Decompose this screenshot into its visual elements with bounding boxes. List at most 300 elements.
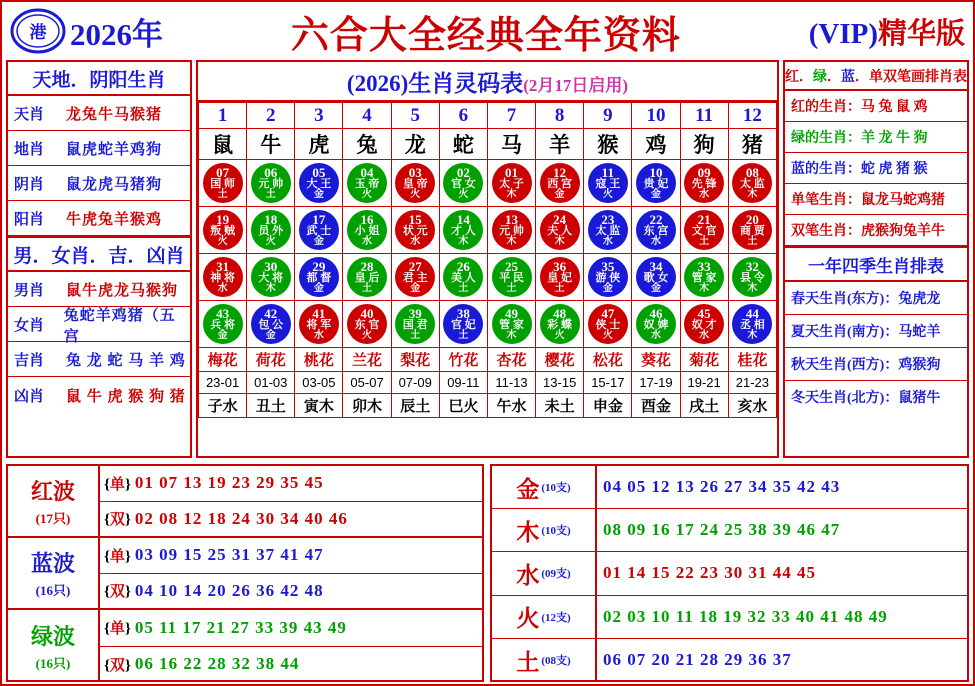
ball-element: 金 [554,189,565,200]
ball-cell [680,207,728,254]
number-ball [540,304,580,344]
ball-element: 金 [650,189,661,200]
left-row [8,131,190,166]
ball-cell [295,160,343,207]
number-ball [443,210,483,250]
zodiac-name: 羊 [536,129,584,160]
column-number: 8 [536,103,584,129]
ball-cell [584,254,632,301]
ball-cell [728,254,776,301]
row-label: 女肖 [14,318,45,334]
number-ball [299,163,339,203]
center-title-main: (2026)生肖灵码表 [346,71,524,96]
ball-title: 神 将 [210,272,235,284]
ball-title: 君 主 [402,272,428,284]
element-name: 子水 [199,394,247,418]
number-ball [732,257,772,297]
ball-element: 土 [506,283,517,294]
number-ball [732,304,772,344]
ball-cell [247,160,295,207]
ball-cell [343,254,391,301]
element-name: 丑土 [247,394,295,418]
column-number: 11 [680,103,728,129]
ball-element: 金 [313,283,324,294]
table-row-elements [199,394,777,418]
parity-tag: {单} [104,476,131,493]
ball-cell [247,301,295,348]
number-ball [636,163,676,203]
ball-number: 30 [264,259,278,274]
wave-count: (16只) [35,583,71,598]
ball-number: 16 [360,212,374,227]
ball-cell [343,301,391,348]
ball-number: 42 [264,306,278,321]
ball-title: 将 军 [306,319,332,331]
number-ball [443,257,483,297]
ball-element: 金 [410,283,421,294]
number-ball [540,257,580,297]
number-ball [732,163,772,203]
element-label [492,596,597,638]
flower-name: 菊花 [680,348,728,372]
ball-title: 彩 蝶 [547,319,573,331]
ball-element: 土 [458,283,469,294]
number-ball [492,257,532,297]
zodiac-name: 猪 [728,129,776,160]
element-label [492,509,597,551]
right-row [785,215,967,246]
ball-number: 36 [553,259,567,274]
ball-element: 水 [699,189,710,200]
ball-number: 45 [697,306,711,321]
ball-cell [584,160,632,207]
number-ball [540,210,580,250]
ball-element: 水 [650,236,661,247]
ball-cell [391,207,439,254]
number-list: 01 07 13 19 23 29 35 45 [134,473,324,493]
ball-number: 32 [745,259,759,274]
ball-cell [247,207,295,254]
zodiac-name: 猴 [584,129,632,160]
number-ball [540,163,580,203]
ball-number: 07 [216,165,230,180]
ball-title: 商 贾 [739,225,765,237]
ball-cell [199,207,247,254]
ball-number: 39 [408,306,422,321]
ball-number: 47 [601,306,615,321]
number-ball [251,257,291,297]
year-label: 2026年 [70,16,163,52]
wave-numbers [100,538,482,608]
element-count: (10支) [541,482,571,495]
element-name: 午水 [487,394,535,418]
ball-cell [584,301,632,348]
zodiac-name: 鸡 [632,129,680,160]
flower-name: 松花 [584,348,632,372]
row-label: 绿的生肖： [791,131,861,146]
hour-range: 17-19 [632,372,680,394]
number-ball [251,163,291,203]
element-name: 水 [516,562,540,588]
ball-cell [199,301,247,348]
row-label: 凶肖 [14,388,45,405]
element-name: 辰土 [391,394,439,418]
bottom-section [2,464,973,684]
main-columns [2,60,973,460]
ball-cell [680,301,728,348]
flower-name: 葵花 [632,348,680,372]
ball-element: 火 [602,189,613,200]
number-ball [588,210,628,250]
left-row [8,96,190,131]
ball-title: 兵 将 [210,319,235,331]
ball-number: 09 [697,165,711,180]
ball-title: 管 家 [499,319,524,331]
parity-tag: {单} [104,621,131,638]
ball-number: 25 [505,259,519,274]
ball-number: 27 [408,259,422,274]
ball-number: 29 [312,259,326,274]
left-row [8,272,190,307]
column-number: 6 [439,103,487,129]
element-name: 未土 [536,394,584,418]
ball-title: 美 人 [450,272,476,284]
number-ball [299,210,339,250]
number-ball [492,163,532,203]
ball-title: 县 令 [739,272,765,284]
ball-element: 木 [747,283,758,294]
row-value: 鼠虎蛇羊鸡狗 [66,142,163,158]
header [2,2,973,60]
ball-element: 火 [554,330,565,341]
number-ball [347,210,387,250]
element-row [492,466,967,509]
ball-number: 06 [264,165,278,180]
ball-number: 22 [649,212,663,227]
ball-number: 43 [216,306,230,321]
ball-title: 元 帅 [258,178,284,190]
column-number: 7 [487,103,535,129]
ball-number: 38 [456,306,470,321]
ball-title: 官 女 [450,178,476,190]
ball-title: 奴 婢 [643,319,669,331]
ball-number: 44 [745,306,759,321]
ball-cell [295,301,343,348]
number-list: 04 10 14 20 26 36 42 48 [134,580,324,600]
column-number: 9 [584,103,632,129]
zodiac-name: 龙 [391,129,439,160]
hk-logo-icon [8,8,68,54]
ball-title: 东 宫 [643,225,669,237]
ball-element: 金 [265,330,276,341]
row-value: 羊 龙 牛 狗 [861,131,928,146]
flower-name: 梅花 [199,348,247,372]
wave-block [8,466,482,538]
left-panel [6,60,192,458]
column-number: 10 [632,103,680,129]
ball-title: 员 外 [258,225,284,237]
number-ball [636,257,676,297]
element-count: (09支) [541,568,571,581]
wave-block [8,610,482,682]
flower-name: 荷花 [247,348,295,372]
element-label [492,552,597,594]
ball-element: 火 [602,330,613,341]
ball-element: 土 [410,330,421,341]
column-number: 1 [199,103,247,129]
ball-title: 皇 后 [354,272,380,284]
number-ball [443,304,483,344]
number-ball [492,304,532,344]
ball-cell [728,207,776,254]
number-ball [588,304,628,344]
ball-element: 土 [747,236,758,247]
ball-number: 02 [456,165,470,180]
ball-element: 木 [506,236,517,247]
ball-title: 玉 帝 [354,178,380,190]
ball-title: 东 官 [354,319,380,331]
ball-element: 火 [362,330,373,341]
left-row [8,307,190,345]
column-number: 12 [728,103,776,129]
ball-element: 水 [410,236,421,247]
ball-cell [487,301,535,348]
right-row [785,184,967,215]
parity-tag: {单} [104,548,131,565]
ball-title: 皇 帝 [402,178,428,190]
ball-cell [487,207,535,254]
ball-title: 小 姐 [354,225,380,237]
season-row: 秋天生肖(西方)：鸡猴狗 [785,348,967,381]
ball-element: 金 [217,330,228,341]
ball-element: 火 [410,189,421,200]
ball-cell [391,160,439,207]
season-row: 冬天生肖(北方)：鼠猪牛 [791,391,941,406]
ball-element: 金 [313,236,324,247]
ball-element: 木 [747,189,758,200]
ball-number: 41 [312,306,326,321]
ball-cell [536,301,584,348]
number-ball [203,304,243,344]
row-label: 天肖 [14,107,45,123]
row-label: 阳肖 [14,212,45,228]
wave-line [100,502,482,537]
ball-number: 11 [601,165,614,180]
element-row [492,639,967,682]
zodiac-name: 蛇 [439,129,487,160]
zodiac-name: 虎 [295,129,343,160]
wave-label [8,610,100,682]
ball-number: 28 [360,259,374,274]
number-ball [684,257,724,297]
hour-range: 13-15 [536,372,584,394]
ball-number: 15 [408,212,422,227]
zodiac-name: 狗 [680,129,728,160]
ball-element: 木 [554,236,565,247]
hour-range: 19-21 [680,372,728,394]
ball-cell [247,254,295,301]
ball-cell [439,254,487,301]
number-ball [684,210,724,250]
hour-range: 05-07 [343,372,391,394]
number-ball [203,210,243,250]
ball-element: 金 [602,283,613,294]
wave-block [8,538,482,610]
wave-table [6,464,484,682]
ball-cell [536,207,584,254]
ball-element: 火 [265,236,276,247]
ball-title: 游 侠 [595,272,621,284]
ball-title: 奴 才 [691,319,717,331]
ball-cell [632,301,680,348]
ball-title: 太 监 [595,225,621,237]
ball-title: 侠 士 [595,319,621,331]
ball-element: 土 [217,189,228,200]
number-ball [636,210,676,250]
number-ball [299,304,339,344]
ball-element: 土 [458,330,469,341]
ball-title: 国 师 [210,178,235,190]
element-row [492,509,967,552]
flower-name: 竹花 [439,348,487,372]
left-row [8,342,190,377]
ball-number: 03 [408,165,422,180]
left-row [8,377,190,412]
number-ball [347,304,387,344]
element-name: 卯木 [343,394,391,418]
number-ball [588,163,628,203]
right-title: 红．绿．蓝．单双笔画排肖表 [785,62,967,91]
ball-cell [632,254,680,301]
row-label: 男肖 [14,283,45,299]
center-title-sub: (2月17日启用) [523,76,629,95]
column-number: 2 [247,103,295,129]
ball-title: 歌 女 [643,272,669,284]
ball-title: 西 宫 [547,178,573,190]
number-ball [732,210,772,250]
row-value: 兔蛇羊鸡猪（五宫 [63,307,176,345]
ball-title: 大 将 [258,272,284,284]
ball-number: 24 [553,212,567,227]
number-ball [588,257,628,297]
right-row [785,153,967,184]
number-ball [395,210,435,250]
ball-number: 17 [312,212,326,227]
ball-element: 木 [747,330,758,341]
hour-range: 07-09 [391,372,439,394]
element-row [492,596,967,639]
flower-name: 樱花 [536,348,584,372]
column-number: 5 [391,103,439,129]
ball-cell [343,207,391,254]
ball-element: 土 [554,283,565,294]
element-label [492,466,597,508]
five-elements-table [490,464,969,682]
parity-tag: {双} [104,512,131,529]
center-panel [196,60,779,458]
left-title: 天地．阴阳生肖 [8,62,190,96]
ball-title: 都 督 [306,272,332,284]
ball-element: 水 [650,330,661,341]
table-row-hours [199,372,777,394]
zodiac-name: 鼠 [199,129,247,160]
number-list: 03 09 15 25 31 37 41 47 [134,545,324,565]
element-numbers: 01 14 15 22 23 30 31 44 45 [603,563,816,583]
ball-number: 05 [312,165,326,180]
row-label: 双笔生肖： [791,224,861,239]
ball-element: 木 [458,236,469,247]
ball-number: 12 [553,165,567,180]
ball-title: 夫 人 [547,225,573,237]
ball-title: 太 子 [499,178,524,190]
parity-tag: {双} [104,584,131,601]
zodiac-name: 牛 [247,129,295,160]
ball-element: 火 [362,189,373,200]
ball-title: 大 王 [306,178,332,190]
table-row-flowers [199,348,777,372]
number-ball [203,257,243,297]
ball-title: 叛 贼 [210,225,235,237]
ball-title: 先 锋 [691,178,717,190]
ball-element: 木 [506,330,517,341]
wave-name: 绿波 [30,624,75,649]
ball-element: 水 [602,236,613,247]
ball-element: 木 [265,283,276,294]
wave-numbers [100,466,482,536]
ball-cell [536,160,584,207]
left-row [8,166,190,201]
right-row [785,122,967,153]
hour-range: 03-05 [295,372,343,394]
ball-number: 21 [697,212,711,227]
hour-range: 15-17 [584,372,632,394]
wave-name: 蓝波 [30,551,75,576]
hour-range: 01-03 [247,372,295,394]
column-number: 3 [295,103,343,129]
element-numbers: 04 05 12 13 26 27 34 35 42 43 [603,477,841,497]
table-row-zodiacs [199,129,777,160]
ball-number: 35 [601,259,615,274]
wave-numbers [100,610,482,682]
element-label [492,639,597,682]
element-numbers: 06 07 20 21 28 29 36 37 [603,650,792,670]
ball-cell [536,254,584,301]
number-ball [203,163,243,203]
ball-number: 10 [649,165,663,180]
ball-cell [199,160,247,207]
number-ball [347,163,387,203]
row-value: 马 兔 鼠 鸡 [861,100,928,115]
row-value: 虎猴狗兔羊牛 [861,224,945,239]
element-name: 巳火 [439,394,487,418]
ball-cell [487,254,535,301]
row-value: 牛虎兔羊猴鸡 [66,212,163,228]
number-ball [299,257,339,297]
number-ball [684,304,724,344]
vip-prefix: (VIP) [808,17,878,50]
center-title [198,62,777,102]
number-ball [395,163,435,203]
ball-number: 26 [456,259,470,274]
ball-title: 皇 妃 [547,272,573,284]
ball-element: 土 [362,283,373,294]
ball-element: 木 [699,283,710,294]
number-list: 02 08 12 18 24 30 34 40 46 [134,508,348,528]
left-title-2: 男．女肖．吉．凶肖 [8,238,190,272]
ball-element: 水 [362,236,373,247]
ball-number: 48 [553,306,567,321]
ball-number: 34 [649,259,663,274]
